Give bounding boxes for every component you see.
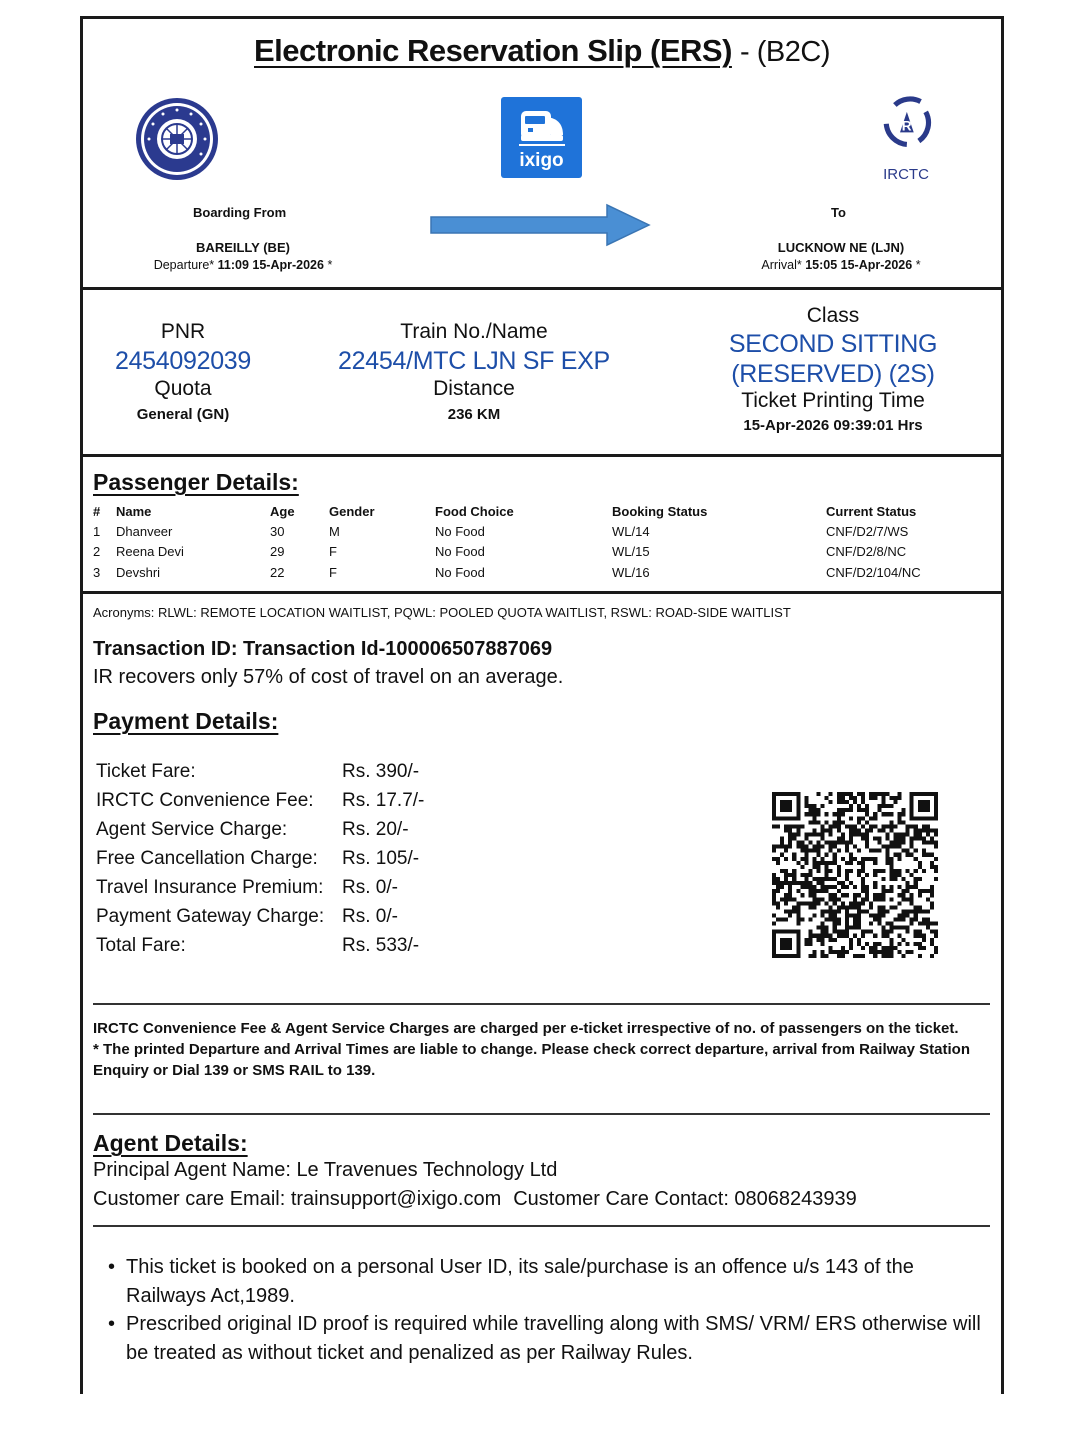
agent-contact-line: [93, 1188, 857, 1211]
agent-principal: Principal Agent Name: Le Travenues Technology Ltd: [93, 1159, 558, 1181]
cell: F: [329, 564, 337, 580]
quota-label: Quota: [154, 377, 212, 400]
payment-label: Payment Gateway Charge:: [96, 906, 325, 927]
agent-phone: Customer Care Contact: 08068243939: [513, 1188, 857, 1210]
svg-text:R: R: [901, 118, 912, 134]
table-row: [93, 521, 976, 542]
class-block: [693, 304, 973, 434]
pnr-value: 2454092039: [114, 347, 252, 375]
cell: 30: [270, 523, 285, 539]
cell: WL/14: [612, 523, 650, 539]
irctc-logo: [871, 93, 941, 183]
train-value: 22454/MTC LJN SF EXP: [338, 347, 610, 375]
divider: [93, 1003, 990, 1005]
note-timings: * The printed Departure and Arrival Times are liable to change. Please check correct departure, arrival from Railway Station Enquiry or Dial 139 or SMS RAIL to 139.: [93, 1041, 970, 1079]
table-header-row: [93, 501, 976, 521]
to-station: LUCKNOW NE (LJN): [777, 240, 905, 255]
cell: CNF/D2/8/NC: [826, 544, 907, 560]
payment-value: Rs. 105/-: [342, 848, 420, 869]
cell: CNF/D2/104/NC: [826, 564, 921, 580]
distance-label: Distance: [433, 377, 515, 400]
ticket-info-section: [83, 290, 1001, 454]
departure-time: [103, 258, 383, 272]
col-header-booking-status: Booking Status: [612, 503, 708, 519]
pnr-block: [83, 320, 283, 423]
irctc-emblem-icon: [871, 93, 941, 153]
passenger-heading: Passenger Details:: [93, 469, 299, 495]
document-title: [83, 33, 1001, 69]
payment-label: Ticket Fare:: [96, 761, 196, 782]
class-value-line1: SECOND SITTING: [728, 330, 938, 358]
transaction-id: Transaction ID: Transaction Id-100006507887069: [93, 638, 553, 660]
payment-value: Rs. 20/-: [342, 819, 409, 840]
cell: No Food: [435, 544, 485, 560]
recovery-note: IR recovers only 57% of cost of travel on an average.: [93, 666, 564, 688]
fee-notes: [93, 1018, 993, 1081]
cell: WL/16: [612, 564, 650, 580]
cell: 1: [93, 523, 101, 539]
payment-label: IRCTC Convenience Fee:: [96, 790, 314, 811]
print-time-value: 15-Apr-2026 09:39:01 Hrs: [743, 417, 923, 434]
col-header-gender: Gender: [329, 503, 375, 519]
rules-list: [108, 1253, 988, 1367]
passenger-table: [93, 501, 976, 583]
arrival-value: 15:05 15-Apr-2026: [805, 258, 913, 272]
cell: 29: [270, 544, 285, 560]
cell: WL/15: [612, 544, 650, 560]
cell: Reena Devi: [116, 544, 184, 560]
col-header-index: #: [93, 503, 101, 519]
train-block: [318, 320, 630, 423]
agent-heading: Agent Details:: [93, 1130, 248, 1156]
distance-value: 236 KM: [447, 406, 501, 423]
class-value-line2: (RESERVED) (2S): [731, 360, 935, 388]
print-time-label: Ticket Printing Time: [741, 389, 925, 412]
cell: No Food: [435, 523, 485, 539]
col-header-current-status: Current Status: [826, 503, 917, 519]
col-header-name: Name: [116, 503, 152, 519]
title-main: Electronic Reservation Slip (ERS): [254, 33, 732, 68]
table-row: [93, 542, 976, 563]
cell: 2: [93, 544, 101, 560]
col-header-age: Age: [270, 503, 295, 519]
cell: Devshri: [116, 564, 161, 580]
divider: [93, 1225, 990, 1227]
qr-code-icon: [772, 792, 938, 958]
list-item: • Prescribed original ID proof is required while travelling along with SMS/ VRM/ ERS otherwise will be treated as without ticket and penalized as per Railway Rules.: [108, 1310, 988, 1367]
payment-label: Agent Service Charge:: [96, 819, 288, 840]
acronyms-note: Acronyms: RLWL: REMOTE LOCATION WAITLIST, PQWL: POOLED QUOTA WAITLIST, RSWL: ROAD-SIDE WAITLIST: [93, 605, 791, 620]
to-label: To: [831, 205, 846, 220]
ixigo-wordmark: ixigo: [519, 150, 564, 171]
col-header-food: Food Choice: [435, 503, 514, 519]
list-item: • This ticket is booked on a personal User ID, its sale/purchase is an offence u/s 143 of the Railways Act,1989.: [108, 1253, 988, 1310]
departure-label: Departure*: [153, 258, 215, 272]
payment-value: Rs. 0/-: [342, 906, 398, 927]
payment-label: Travel Insurance Premium:: [96, 877, 324, 898]
cell: CNF/D2/7/WS: [826, 523, 909, 539]
payment-label: Free Cancellation Charge:: [96, 848, 318, 869]
payment-label: Total Fare:: [96, 935, 186, 956]
cell: Dhanveer: [116, 523, 173, 539]
boarding-from-label: Boarding From: [193, 205, 287, 220]
cell: 22: [270, 564, 285, 580]
class-label: Class: [806, 304, 860, 327]
train-label: Train No./Name: [400, 320, 548, 343]
ixigo-logo: [501, 97, 582, 178]
payment-value: Rs. 533/-: [342, 935, 420, 956]
payment-heading: Payment Details:: [93, 708, 279, 734]
payment-value: Rs. 17.7/-: [342, 790, 425, 811]
agent-email: Customer care Email: trainsupport@ixigo.com: [93, 1188, 502, 1210]
journey-arrow-icon: [429, 203, 653, 247]
pnr-label: PNR: [160, 320, 206, 343]
payment-value: Rs. 0/-: [342, 877, 398, 898]
passenger-section: [83, 457, 1001, 591]
indian-railways-logo: [135, 97, 219, 181]
from-station: BAREILLY (BE): [196, 240, 290, 255]
title-sub: - (B2C): [740, 36, 830, 68]
departure-value: 11:09 15-Apr-2026: [217, 258, 324, 272]
cell: No Food: [435, 564, 485, 580]
divider: [93, 1113, 990, 1115]
irctc-wordmark: IRCTC: [883, 166, 929, 183]
cell: F: [329, 544, 337, 560]
cell: 3: [93, 564, 101, 580]
divider: [80, 591, 1004, 594]
table-row: [93, 562, 976, 583]
cell: M: [329, 523, 340, 539]
note-convenience-fee: IRCTC Convenience Fee & Agent Service Charges are charged per e-ticket irrespective of no. of passengers on the ticket.: [93, 1020, 959, 1037]
payment-value: Rs. 390/-: [342, 761, 420, 782]
arrival-time: [701, 258, 981, 272]
arrival-star: *: [915, 258, 921, 272]
arrival-label: Arrival*: [761, 258, 802, 272]
header-section: [83, 19, 1001, 287]
quota-value: General (GN): [136, 406, 230, 423]
departure-star: *: [327, 258, 333, 272]
